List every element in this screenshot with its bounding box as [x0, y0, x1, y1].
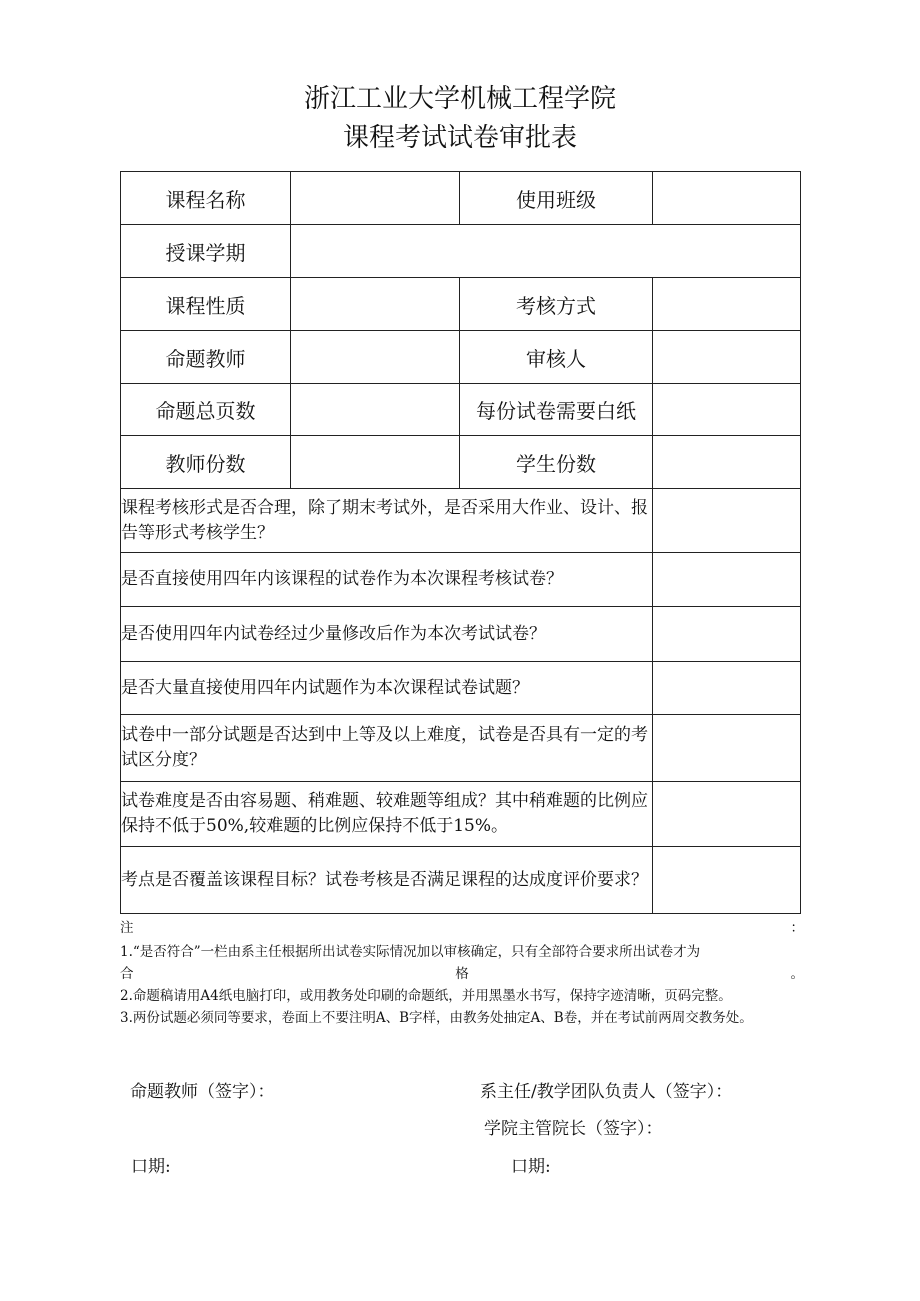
- compliance-field[interactable]: [653, 607, 801, 662]
- date-label-left: 口期:: [131, 1157, 171, 1177]
- compliance-field[interactable]: [653, 489, 801, 553]
- question-text: 试卷中一部分试题是否达到中上等及以上难度，试卷是否具有一定的考试区分度？: [121, 715, 653, 782]
- question-text: 是否大量直接使用四年内试题作为本次课程试卷试题？: [121, 662, 653, 715]
- question-row: [121, 489, 801, 553]
- course-name-field[interactable]: [291, 172, 460, 225]
- class-label: 使用班级: [460, 172, 653, 225]
- question-row: [121, 662, 801, 715]
- compliance-field[interactable]: [653, 553, 801, 607]
- class-field[interactable]: [653, 172, 801, 225]
- row-total-pages: [121, 384, 801, 436]
- note-2: 2.命题稿请用A4纸电脑打印，或用教务处印刷的命题纸，并用黑墨水书写，保持字迹清晰，页码完整。: [120, 988, 732, 1004]
- row-course-nature: [121, 278, 801, 331]
- note-1-line-2: 合格。: [120, 966, 804, 982]
- document-subtitle: 课程考试试卷审批表: [342, 123, 577, 153]
- compliance-field[interactable]: [653, 782, 801, 847]
- compliance-field[interactable]: [653, 715, 801, 782]
- assessment-method-field[interactable]: [653, 278, 801, 331]
- note-3: 3.两份试题必须同等要求，卷面上不要注明A、B字样，由教务处抽定A、B卷，并在考试前两周交教务处。: [120, 1010, 753, 1026]
- question-text: 课程考核形式是否合理，除了期末考试外，是否采用大作业、设计、报告等形式考核学生？: [121, 489, 653, 553]
- question-row: [121, 847, 801, 914]
- question-row: [121, 553, 801, 607]
- student-copies-field[interactable]: [653, 436, 801, 489]
- teacher-copies-label: 教师份数: [121, 436, 291, 489]
- notes-heading-colon: ：: [790, 920, 804, 936]
- reviewer-field[interactable]: [653, 331, 801, 384]
- course-name-label: 课程名称: [121, 172, 291, 225]
- notes-heading-line: [120, 917, 804, 939]
- date-label-right: 口期:: [511, 1157, 551, 1177]
- course-nature-label: 课程性质: [121, 278, 291, 331]
- dean-signature-label: 学院主管院长（签字）：: [484, 1119, 663, 1139]
- course-nature-field[interactable]: [291, 278, 460, 331]
- question-text: 是否直接使用四年内该课程的试卷作为本次课程考核试卷？: [121, 553, 653, 607]
- compliance-field[interactable]: [653, 662, 801, 715]
- question-row: [121, 782, 801, 847]
- row-exam-teacher: [121, 331, 801, 384]
- exam-teacher-signature-label: 命题教师（签字）：: [130, 1082, 275, 1102]
- exam-teacher-field[interactable]: [291, 331, 460, 384]
- question-text: 试卷难度是否由容易题、稍难题、较难题等组成？其中稍难题的比例应保持不低于50%,较难题的比例应保持不低于15%。: [121, 782, 653, 847]
- approval-form-table: [120, 171, 801, 914]
- question-row: [121, 715, 801, 782]
- dept-head-signature-label: 系主任/教学团队负责人（签字）：: [480, 1082, 733, 1102]
- row-copies: [121, 436, 801, 489]
- blank-paper-label: 每份试卷需要白纸: [460, 384, 653, 436]
- total-pages-field[interactable]: [291, 384, 460, 436]
- question-text: 考点是否覆盖该课程目标？试卷考核是否满足课程的达成度评价要求？: [121, 847, 653, 914]
- reviewer-label: 审核人: [460, 331, 653, 384]
- question-text: 是否使用四年内试卷经过少量修改后作为本次考试试卷？: [121, 607, 653, 662]
- teacher-copies-field[interactable]: [291, 436, 460, 489]
- semester-field[interactable]: [291, 225, 801, 278]
- student-copies-label: 学生份数: [460, 436, 653, 489]
- blank-paper-field[interactable]: [653, 384, 801, 436]
- document-title: 浙江工业大学机械工程学院: [303, 84, 616, 114]
- total-pages-label: 命题总页数: [121, 384, 291, 436]
- assessment-method-label: 考核方式: [460, 278, 653, 331]
- exam-teacher-label: 命题教师: [121, 331, 291, 384]
- row-semester: [121, 225, 801, 278]
- note-1-line-1: 1.“是否符合”一栏由系主任根据所出试卷实际情况加以审核确定，只有全部符合要求所出试卷才为: [120, 944, 701, 960]
- notes-heading: 注: [120, 920, 134, 936]
- row-course-name: [121, 172, 801, 225]
- question-row: [121, 607, 801, 662]
- compliance-field[interactable]: [653, 847, 801, 914]
- semester-label: 授课学期: [121, 225, 291, 278]
